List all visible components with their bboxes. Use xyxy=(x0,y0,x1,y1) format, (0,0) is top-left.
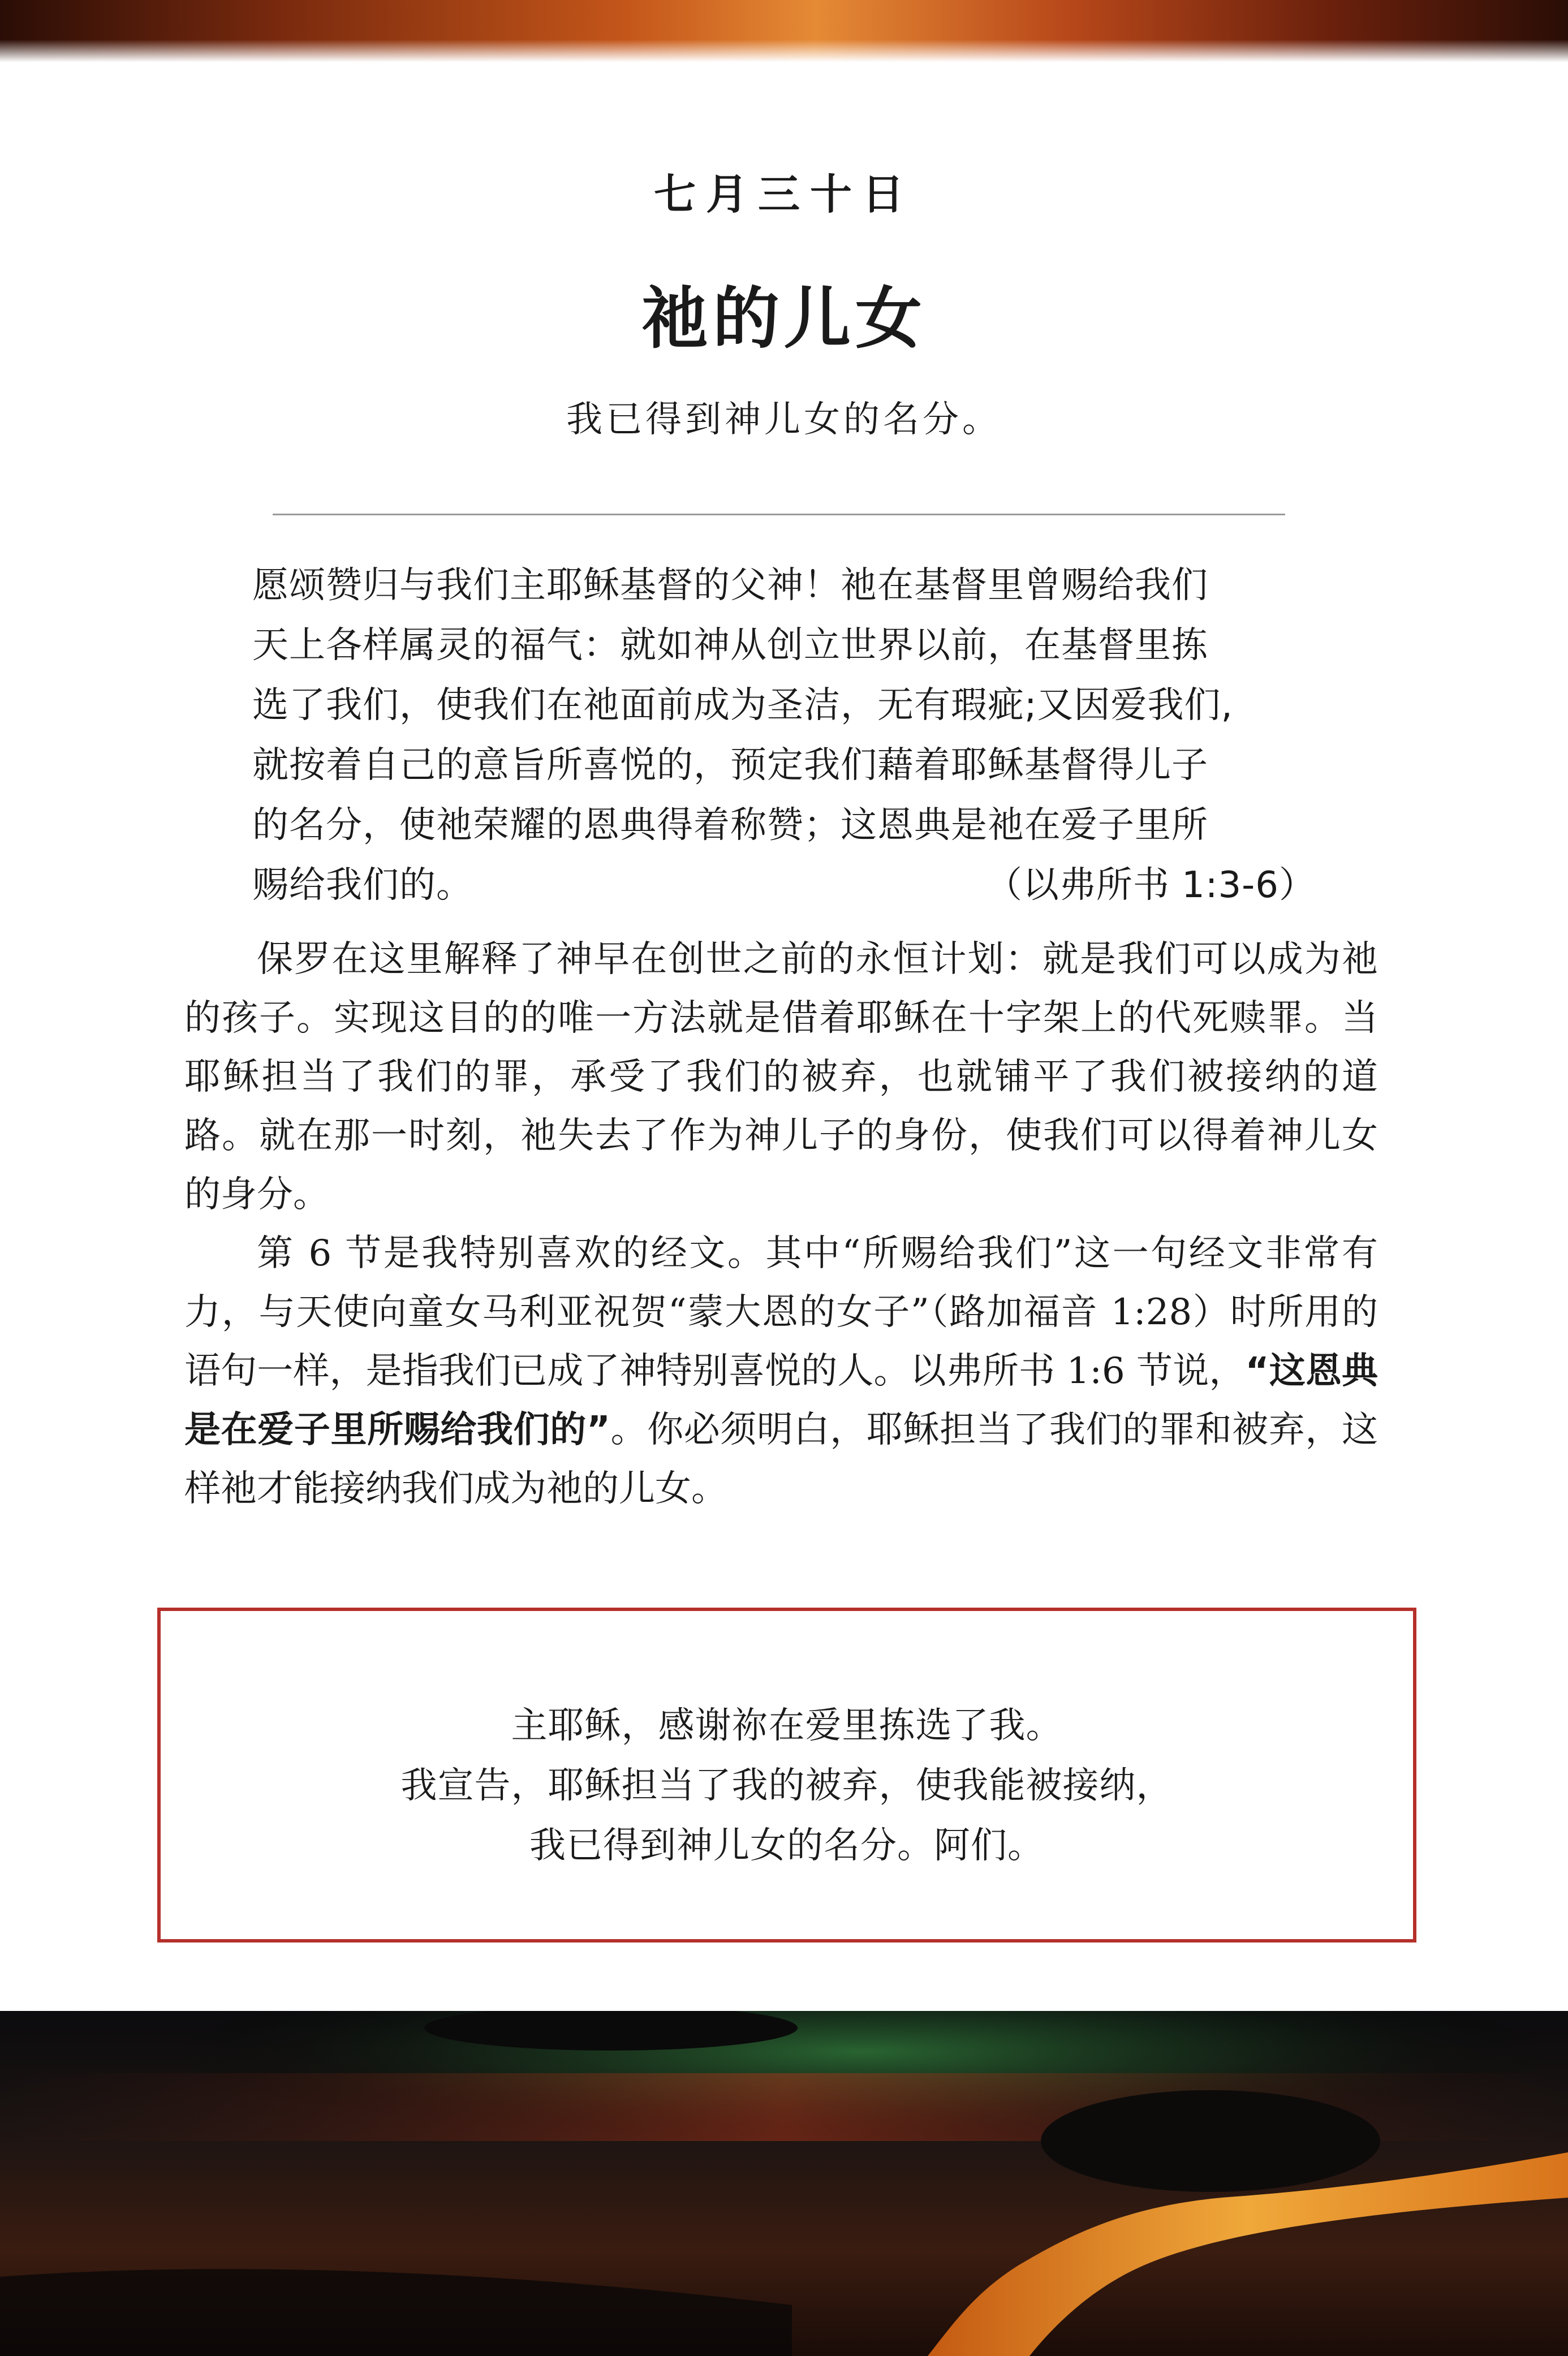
scripture-passage xyxy=(252,555,1316,915)
scripture-line: 赐给我们的。 xyxy=(252,864,473,906)
body-paragraph-1: 保罗在这里解释了神早在创世之前的永恒计划：就是我们可以成为祂的孩子。实现这目的的唯一方法就是借着耶稣在十字架上的代死赎罪。当耶稣担当了我们的罪，承受了我们的被弃，也就铺平了我们被接纳的道路。就在那一时刻，祂失去了作为神儿子的身份，使我们可以得着神儿女的身分。 xyxy=(184,938,1378,1216)
scripture-line: 天上各样属灵的福气：就如神从创立世界以前，在基督里拣 xyxy=(252,624,1208,666)
prayer-text xyxy=(161,1696,1413,1876)
prayer-line: 主耶稣，感谢祢在爱里拣选了我。 xyxy=(511,1705,1063,1747)
page-title: 祂的儿女 xyxy=(641,279,927,358)
top-sunset-band xyxy=(0,0,1568,62)
paragraph-2-quote-bold: “这恩典是在爱子里所赐给我们的” xyxy=(184,1350,1379,1451)
scripture-line: 的名分，使祂荣耀的恩典得着称赞；这恩典是祂在爱子里所 xyxy=(252,804,1208,846)
paragraph-2-text-b: 。你必须明白，耶稣担当了我们的罪和被弃，这样祂才能接纳我们成为祂的儿女。 xyxy=(184,1409,1379,1510)
prayer-line: 我已得到神儿女的名分。阿们。 xyxy=(529,1825,1044,1867)
scripture-line: 就按着自己的意旨所喜悦的，预定我们藉着耶稣基督得儿子 xyxy=(252,744,1208,786)
scripture-line: 选了我们，使我们在祂面前成为圣洁，无有瑕疵;又因爱我们, xyxy=(252,684,1233,726)
landscape-image xyxy=(0,2011,1568,2356)
page-date: 七月三十日 xyxy=(654,170,914,219)
body-paragraph-2 xyxy=(184,1224,1378,1518)
prayer-line: 我宣告，耶稣担当了我的被弃，使我能被接纳， xyxy=(400,1765,1173,1807)
paragraph-2-text-a: 第 6 节是我特别喜欢的经文。其中“所赐给我们”这一句经文非常有力，与天使向童女马利亚祝贺“蒙大恩的女子”（路加福音 1:28）时所用的语句一样，是指我们已成了神特别喜悦的人。以弗所书 1:6 节说， xyxy=(184,1233,1378,1392)
prayer-box xyxy=(157,1608,1416,1942)
devotional-body xyxy=(184,930,1378,1518)
scripture-reference: （以弗所书 1:3-6） xyxy=(985,864,1316,906)
page-subtitle: 我已得到神儿女的名分。 xyxy=(566,399,1002,441)
divider xyxy=(273,514,1285,515)
scripture-line: 愿颂赞归与我们主耶稣基督的父神！祂在基督里曾赐给我们 xyxy=(252,565,1208,606)
